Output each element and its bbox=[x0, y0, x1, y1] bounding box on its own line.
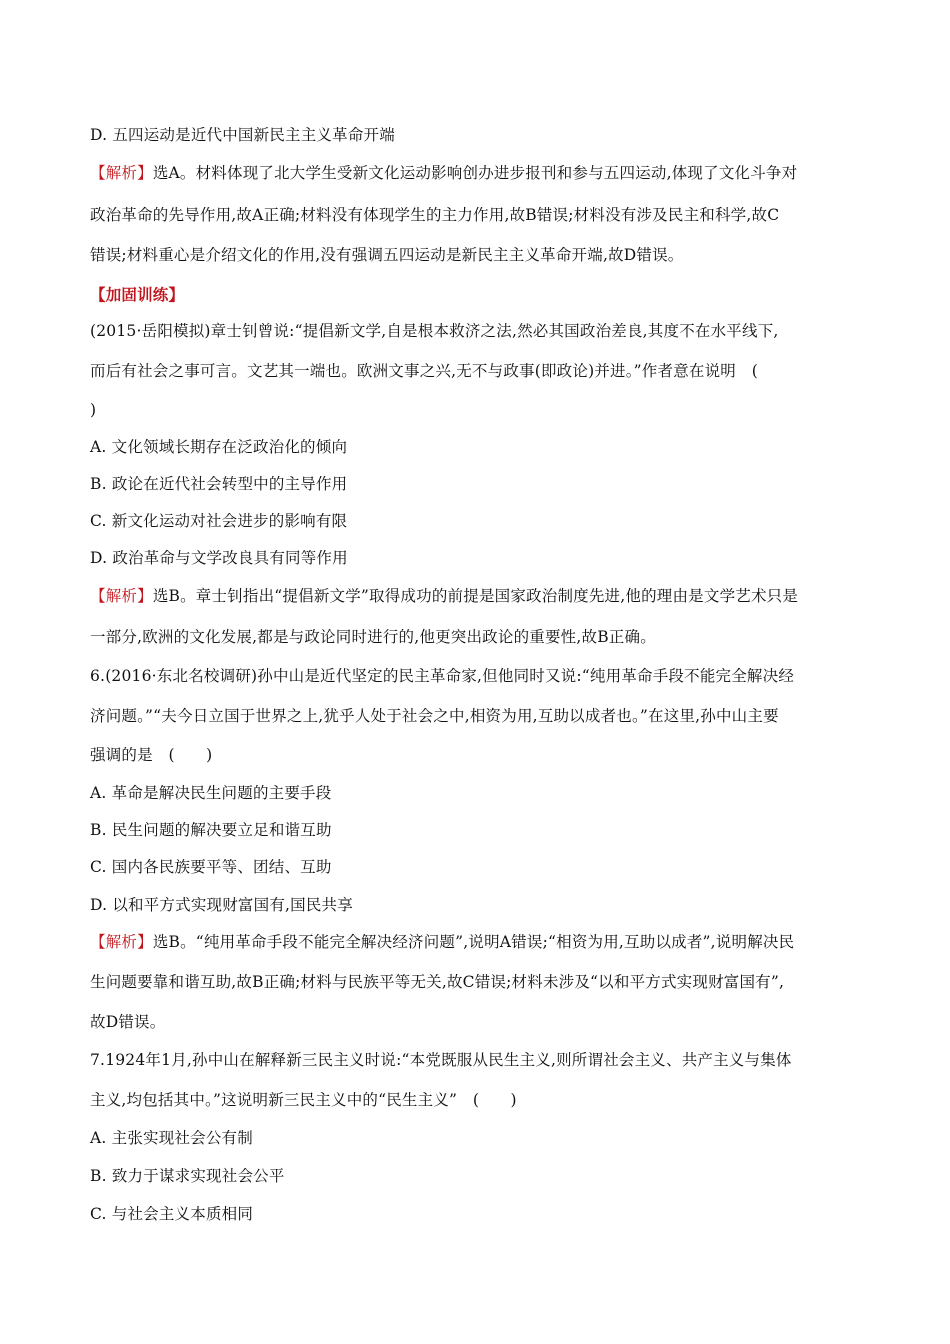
reinforce-stem-line-3: ) bbox=[90, 401, 97, 419]
q6-stem-line-1: 6.(2016·东北名校调研)孙中山是近代坚定的民主革命家,但他同时又说:“纯用革命手段不能完全解决经 bbox=[90, 667, 795, 685]
q7-stem-line-1: 7.1924年1月,孙中山在解释新三民主义时说:“本党既服从民生主义,则所谓社会主义、共产主义与集体 bbox=[90, 1051, 792, 1069]
q6-option-a: A. 革命是解决民生问题的主要手段 bbox=[90, 784, 332, 802]
analysis-text: 选A。材料体现了北大学生受新文化运动影响创办进步报刊和参与五四运动,体现了文化斗争对 bbox=[152, 164, 798, 182]
q6-analysis-line-1 bbox=[90, 932, 860, 952]
q6-stem-line-2: 济问题。”“夫今日立国于世界之上,犹乎人处于社会之中,相资为用,互助以成者也。”在这里,孙中山主要 bbox=[90, 707, 779, 725]
q5-analysis-line-3: 错误;材料重心是介绍文化的作用,没有强调五四运动是新民主主义革命开端,故D错误。 bbox=[90, 246, 684, 264]
analysis-label: 【解析】 bbox=[90, 164, 153, 182]
q6-option-c: C. 国内各民族要平等、团结、互助 bbox=[90, 858, 332, 876]
reinforce-option-c: C. 新文化运动对社会进步的影响有限 bbox=[90, 512, 348, 530]
reinforce-option-a: A. 文化领域长期存在泛政治化的倾向 bbox=[90, 438, 348, 456]
analysis-label: 【解析】 bbox=[90, 587, 153, 605]
q5-analysis-line-1 bbox=[90, 163, 860, 183]
reinforce-stem-line-2: 而后有社会之事可言。文艺其一端也。欧洲文事之兴,无不与政事(即政论)并进。”作者意在说明 ( bbox=[90, 362, 758, 380]
q7-option-c: C. 与社会主义本质相同 bbox=[90, 1205, 254, 1223]
q6-option-b: B. 民生问题的解决要立足和谐互助 bbox=[90, 821, 332, 839]
q6-stem-line-3: 强调的是 ( ) bbox=[90, 746, 213, 764]
analysis-text: 选B。“纯用革命手段不能完全解决经济问题”,说明A错误;“相资为用,互助以成者”,说明解决民 bbox=[152, 933, 795, 951]
q7-stem-line-2: 主义,均包括其中。”这说明新三民主义中的“民生主义” ( ) bbox=[90, 1091, 517, 1109]
q6-option-d: D. 以和平方式实现财富国有,国民共享 bbox=[90, 896, 353, 914]
reinforce-analysis-line-1 bbox=[90, 586, 860, 606]
q7-option-b: B. 致力于谋求实现社会公平 bbox=[90, 1167, 285, 1185]
q5-option-d: D. 五四运动是近代中国新民主主义革命开端 bbox=[90, 126, 395, 144]
q7-option-a: A. 主张实现社会公有制 bbox=[90, 1129, 253, 1147]
q6-analysis-line-2: 生问题要靠和谐互助,故B正确;材料与民族平等无关,故C错误;材料未涉及“以和平方式实现财富国有”, bbox=[90, 973, 785, 991]
analysis-text: 选B。章士钊指出“提倡新文学”取得成功的前提是国家政治制度先进,他的理由是文学艺术只是 bbox=[152, 587, 799, 605]
q5-analysis-line-2: 政治革命的先导作用,故A正确;材料没有体现学生的主力作用,故B错误;材料没有涉及民主和科学,故C bbox=[90, 206, 780, 224]
reinforce-option-d: D. 政治革命与文学改良具有同等作用 bbox=[90, 549, 348, 567]
analysis-label: 【解析】 bbox=[90, 933, 153, 951]
reinforce-option-b: B. 政论在近代社会转型中的主导作用 bbox=[90, 475, 348, 493]
reinforce-analysis-line-2: 一部分,欧洲的文化发展,都是与政论同时进行的,他更突出政论的重要性,故B正确。 bbox=[90, 628, 656, 646]
q6-analysis-line-3: 故D错误。 bbox=[90, 1013, 166, 1031]
reinforce-heading: 【加固训练】 bbox=[90, 285, 185, 304]
reinforce-stem-line-1: (2015·岳阳模拟)章士钊曾说:“提倡新文学,自是根本救济之法,然必其国政治差良,其度不在水平线下, bbox=[90, 322, 779, 340]
